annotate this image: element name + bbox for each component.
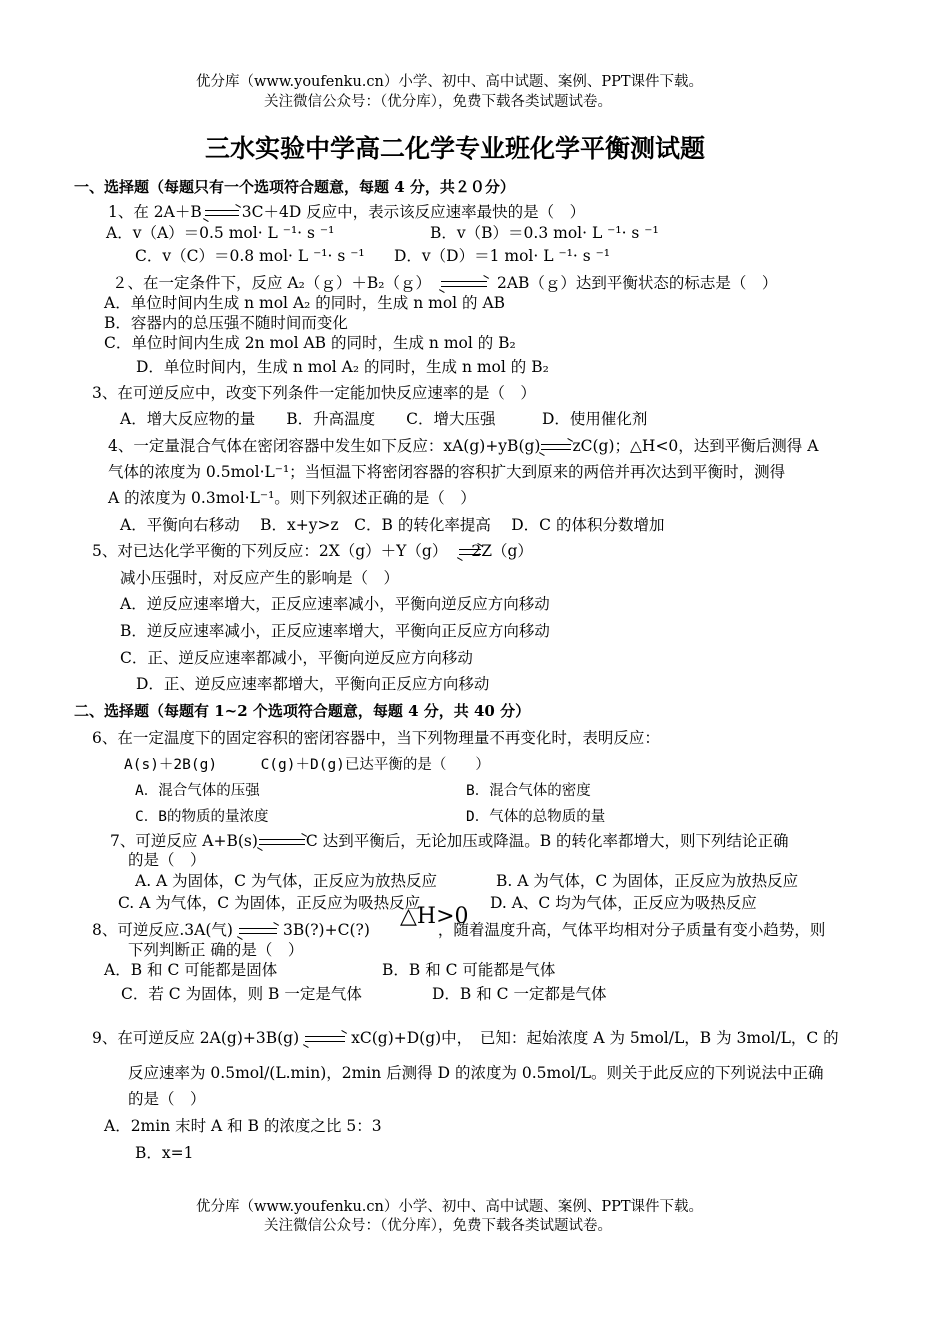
equilibrium-arrow-icon [459,547,481,557]
header-line-2: 关注微信公众号：（优分库），免费下载各类试题试卷。 [264,94,612,110]
footer-line-1: 优分库（www.youfenku.cn）小学、初中、高中试题、案例、PPT课件下载。 [196,1199,704,1215]
q2-option-c: C．单位时间内生成 2n mol AB 的同时，生成 n mol 的 B₂ [104,334,516,352]
page-title: 三水实验中学高二化学专业班化学平衡测试题 [205,134,706,163]
question-5-line-2: 减小压强时，对反应产生的影响是（ ） [120,569,400,587]
q2-option-d: D．单位时间内，生成 n mol A₂ 的同时，生成 n mol 的 B₂ [136,358,549,376]
equilibrium-arrow-icon [541,442,571,452]
question-9-line-3: 的是（ ） [128,1090,206,1108]
q9-stem-part2: xC(g)+D(g)中， 已知：起始浓度 A 为 5mol/L，B 为 3mol/L，C 的 [351,1029,839,1047]
question-8-line-2: 下列判断正 确的是（ ） [128,941,304,959]
header-line-1: 优分库（www.youfenku.cn）小学、初中、高中试题、案例、PPT课件下载。 [196,74,704,90]
q7-option-a: A. A 为固体，C 为气体，正反应为放热反应 [135,872,437,890]
q3-options: A．增大反应物的量 B．升高温度 C．增大压强 D．使用催化剂 [120,410,648,428]
q6-option-a: A．混合气体的压强 [135,783,260,799]
q1-option-d: D．v（D）＝1 mol· L ⁻¹· s ⁻¹ [394,247,610,265]
q9-option-b: B．x=1 [135,1144,194,1162]
question-4-line-3: A 的浓度为 0.3mol·L⁻¹。则下列叙述正确的是（ ） [108,489,476,507]
q8-option-a: A．B 和 C 可能都是固体 [104,961,278,979]
section-2-heading: 二、选择题（每题有 1~2 个选项符合题意，每题 4 分，共 40 分） [74,702,531,720]
q8-stem-part1: 8、可逆反应.3A(气) [92,921,233,939]
q9-option-a: A．2min 末时 A 和 B 的浓度之比 5：3 [104,1117,382,1135]
question-2-stem [112,273,777,293]
question-1-stem [108,202,585,222]
q2-option-a: A．单位时间内生成 n mol A₂ 的同时，生成 n mol 的 AB [104,294,506,312]
equilibrium-arrow-icon [259,837,305,847]
section-1-heading: 一、选择题（每题只有一个选项符合题意，每题 4 分，共２０分） [74,178,515,196]
q6-option-b: B．混合气体的密度 [466,783,591,799]
q1-stem-part1: 1、在 2A＋B [108,203,202,221]
q6-option-d: D．气体的总物质的量 [466,809,606,825]
question-6-stem: 6、在一定温度下的固定容积的密闭容器中，当下列物理量不再变化时，表明反应： [92,729,660,747]
q7-stem-part2: C 达到平衡后，无论加压或降温。B 的转化率都增大，则下列结论正确 [305,832,789,850]
equilibrium-arrow-icon [441,279,487,289]
equilibrium-arrow-icon [205,208,239,218]
q5-stem-part1: 5、对已达化学平衡的下列反应：2X（g）＋Y（g） [92,542,448,560]
q8-option-b: B．B 和 C 可能都是气体 [382,961,556,979]
q5-stem-part2: 2Z（g） [471,542,533,560]
q6-option-c: C．B的物质的量浓度 [135,809,269,825]
question-9-line-2: 反应速率为 0.5mol/(L.min)，2min 后测得 D 的浓度为 0.5mol/L。则关于此反应的下列说法中正确 [128,1064,824,1082]
question-3-stem: 3、在可逆反应中，改变下列条件一定能加快反应速率的是（ ） [92,384,536,402]
q1-stem-part2: 3C＋4D 反应中，表示该反应速率最快的是（ ） [241,203,586,221]
q4-line1-part1: 4、一定量混合气体在密闭容器中发生如下反应：xA(g)+yB(g) [108,437,541,455]
equilibrium-arrow-icon [305,1034,345,1044]
q8-option-d: D．B 和 C 一定都是气体 [432,985,607,1003]
q2-option-b: B．容器内的总压强不随时间而变化 [104,314,348,332]
q4-options: A．平衡向右移动 B．x+y>z C．B 的转化率提高 D．C 的体积分数增加 [120,516,665,534]
footer-line-2: 关注微信公众号：（优分库），免费下载各类试题试卷。 [264,1218,612,1234]
question-7-stem [110,831,789,851]
q8-delta-h: △H>0 [400,904,469,929]
q8-stem-part3: ，随着温度升高，气体平均相对分子质量有变小趋势，则 [437,921,826,939]
q7-stem-part1: 7、可逆反应 A+B(s) [110,832,258,850]
q7-option-d: D. A、C 均为气体，正反应为吸热反应 [490,894,757,912]
question-4-line-2: 气体的浓度为 0.5mol·L⁻¹；当恒温下将密闭容器的容积扩大到原来的两倍并再次达到平衡时，测得 [108,463,786,481]
q7-option-c: C. A 为气体，C 为固体，正反应为吸热反应 [118,894,421,912]
q8-stem-part2: 3B(?)+C(?) [282,921,370,939]
q1-option-b: B．v（B）＝0.3 mol· L ⁻¹· s ⁻¹ [430,224,659,242]
question-4-line-1 [108,436,818,456]
question-5-stem [92,541,533,561]
q2-stem-part2: 2AB（ｇ）达到平衡状态的标志是（ ） [496,274,778,292]
q2-stem-part1: ２、在一定条件下，反应 A₂（ｇ）＋B₂（ｇ） [112,274,431,292]
q9-stem-part1: 9、在可逆反应 2A(g)+3B(g) [92,1029,300,1047]
q7-option-b: B. A 为气体，C 为固体，正反应为放热反应 [496,872,799,890]
q5-option-d: D．正、逆反应速率都增大，平衡向正反应方向移动 [136,675,490,693]
question-8-stem [92,920,825,940]
q4-line1-part2: zC(g)；△H<0，达到平衡后测得 A [572,437,819,455]
q5-option-b: B．逆反应速率减小，正反应速率增大，平衡向正反应方向移动 [120,622,550,640]
q5-option-a: A．逆反应速率增大，正反应速率减小，平衡向逆反应方向移动 [120,595,550,613]
question-7-line-2: 的是（ ） [128,851,206,869]
q6-equation: A(s)＋2B(g) C(g)＋D(g)已达平衡的是（ ） [124,757,490,773]
q1-option-c: C．v（C）＝0.8 mol· L ⁻¹· s ⁻¹ [135,247,365,265]
q5-option-c: C．正、逆反应速率都减小，平衡向逆反应方向移动 [120,649,473,667]
equilibrium-arrow-icon [239,926,277,936]
question-9-stem [92,1028,839,1048]
q1-option-a: A．v（A）＝0.5 mol· L ⁻¹· s ⁻¹ [106,224,335,242]
q8-option-c: C．若 C 为固体，则 B 一定是气体 [121,985,362,1003]
